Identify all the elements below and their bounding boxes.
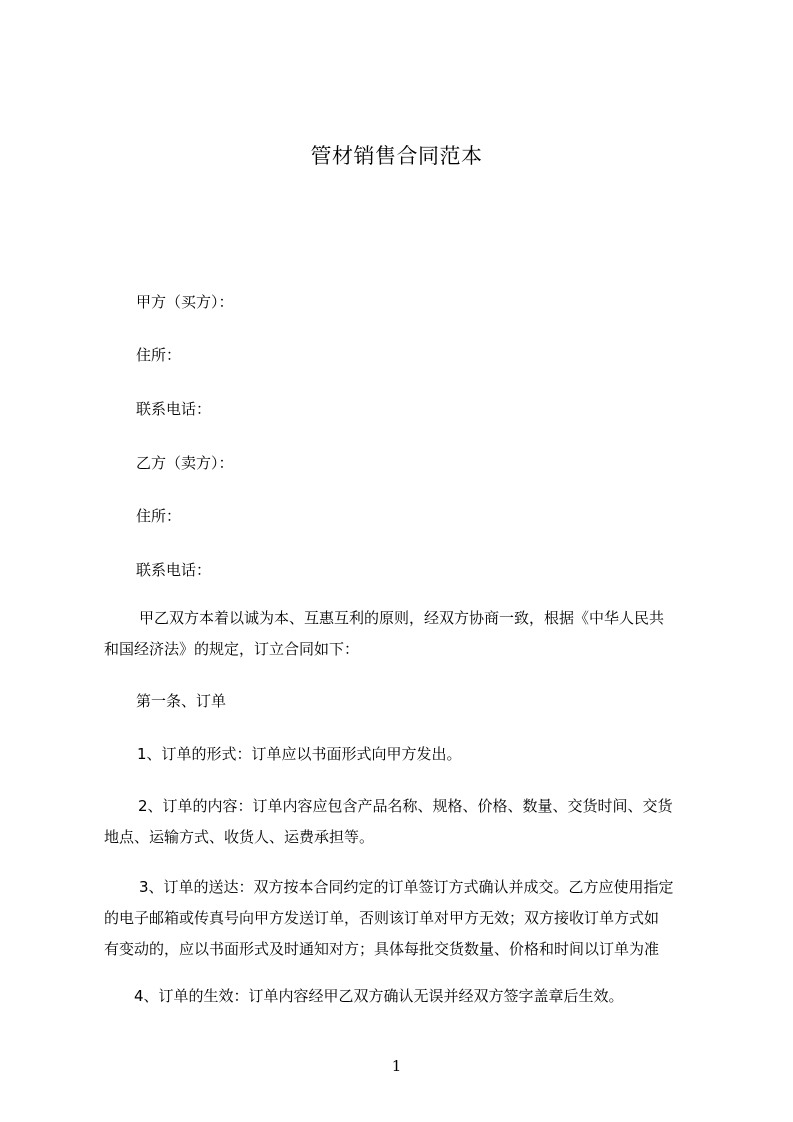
clause-1: 1、订单的形式：订单应以书面形式向甲方发出。 [137,745,462,763]
clause-3-line: 有变动的，应以书面形式及时通知对方；具体每批交货数量、价格和时间以订单为准 [104,940,660,958]
party-b-address-label: 住所： [136,507,182,525]
clause-3-line: 的电子邮箱或传真号向甲方发送订单，否则该订单对甲方无效；双方接收订单方式如 [104,909,660,927]
preamble-line: 和国经济法》的规定，订立合同如下： [104,640,360,658]
clause-2-line: 2、订单的内容：订单内容应包含产品名称、规格、价格、数量、交货时间、交货 [138,797,673,815]
party-b-label: 乙方（卖方）： [136,454,234,472]
party-a-phone-label: 联系电话： [136,400,212,418]
party-a-address-label: 住所： [136,346,182,364]
party-b-phone-label: 联系电话： [136,561,212,579]
page-title: 管材销售合同范本 [310,144,483,168]
preamble-line: 甲乙双方本着以诚为本、互惠互利的原则，经双方协商一致，根据《中华人民共 [139,609,665,627]
article-1-heading: 第一条、订单 [136,692,227,710]
clause-4: 4、订单的生效：订单内容经甲乙双方确认无误并经双方签字盖章后生效。 [134,987,624,1005]
clause-3-line: 3、订单的送达：双方按本合同约定的订单签订方式确认并成交。乙方应使用指定 [139,878,674,896]
clause-2-paragraph [104,791,724,853]
preamble-paragraph [104,603,724,665]
clause-3-paragraph [104,872,724,965]
clause-2-line: 地点、运输方式、收货人、运费承担等。 [104,828,375,846]
party-a-label: 甲方（买方）： [136,293,234,311]
page-number: 1 [391,1057,402,1075]
